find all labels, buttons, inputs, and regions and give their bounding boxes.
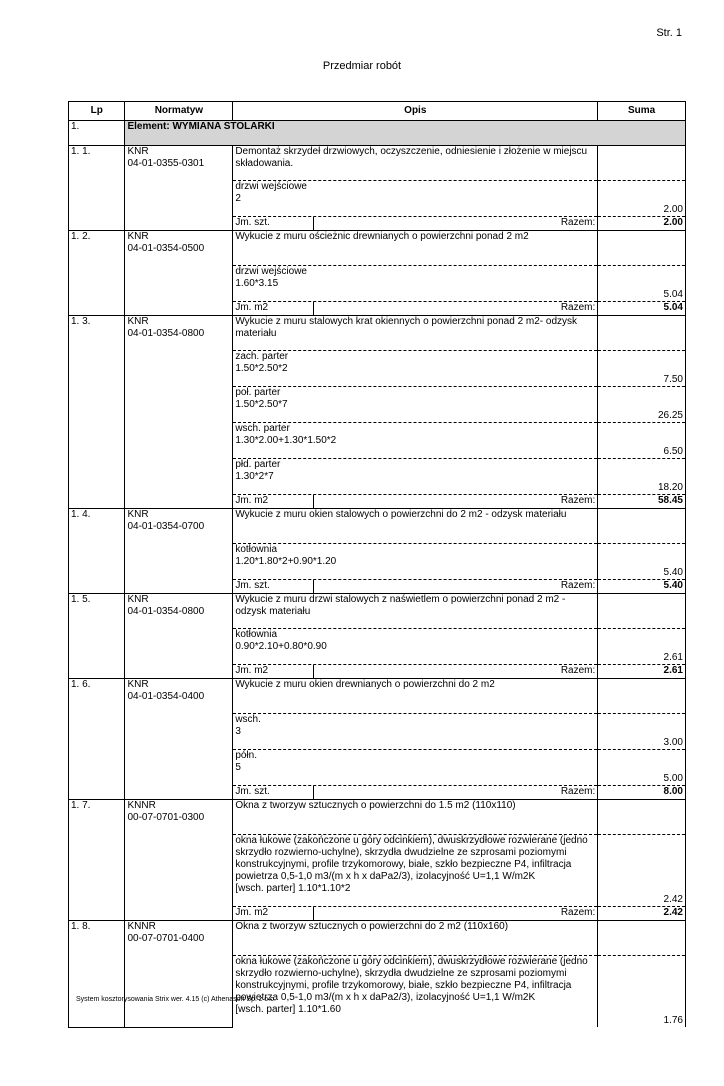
item-normatyw: KNR 04-01-0355-0301 bbox=[125, 146, 233, 231]
measurement-value: 2.42 bbox=[598, 834, 685, 906]
measurement bbox=[233, 713, 597, 749]
measurement bbox=[233, 180, 597, 216]
measurement-label: płd. parter bbox=[235, 459, 281, 470]
item-normatyw: KNR 04-01-0354-0800 bbox=[125, 316, 233, 509]
estimate-item-row bbox=[69, 594, 686, 679]
item-description: Okna z tworzyw sztucznych o powierzchni do 2 m2 (110x160) bbox=[235, 921, 509, 932]
item-suma bbox=[598, 921, 686, 1028]
item-opis bbox=[233, 231, 598, 316]
estimate-item-row bbox=[69, 316, 686, 509]
measurement-formula: 0.90*2.10+0.80*0.90 bbox=[235, 641, 327, 652]
unit-label: Jm. szt. bbox=[233, 786, 314, 799]
section-lp: 1. bbox=[69, 121, 125, 146]
measurement-formula: 2 bbox=[235, 193, 241, 204]
section-row bbox=[69, 121, 686, 146]
item-description-spacer bbox=[598, 316, 685, 350]
estimate-item-row bbox=[69, 921, 686, 1028]
item-description: Wykucie z muru ościeżnic drewnianych o powierzchni ponad 2 m2 bbox=[235, 231, 529, 242]
item-opis bbox=[233, 316, 598, 509]
item-description: Wykucie z muru okien drewnianych o powierzchni do 2 m2 bbox=[235, 679, 495, 690]
razem-row bbox=[233, 664, 597, 678]
footer-text: System kosztorysowania Strix wer. 4.15 (c) Athenasoft Sp. z o.o. bbox=[76, 996, 276, 1003]
unit-label: Jm. m2 bbox=[233, 665, 314, 678]
item-description: Wykucie z muru drzwi stalowych z naświetlem o powierzchni ponad 2 m2 - odzysk materiału bbox=[235, 594, 566, 617]
measurement bbox=[233, 350, 597, 386]
item-opis bbox=[233, 509, 598, 594]
measurement-value: 18.20 bbox=[598, 458, 685, 494]
item-description-spacer bbox=[598, 509, 685, 543]
measurement bbox=[233, 265, 597, 301]
item-suma bbox=[598, 509, 686, 594]
measurement-formula: 3 bbox=[235, 726, 241, 737]
measurement-label: poł. parter bbox=[235, 387, 281, 398]
item-description: Okna z tworzyw sztucznych o powierzchni do 1.5 m2 (110x110) bbox=[235, 800, 516, 811]
item-description-spacer bbox=[598, 146, 685, 180]
razem-label: Razem: bbox=[560, 665, 596, 676]
measurement bbox=[233, 386, 597, 422]
item-total: 5.04 bbox=[598, 301, 685, 315]
table-header-row bbox=[69, 102, 686, 121]
item-total: 58.45 bbox=[598, 494, 685, 508]
item-lp: 1. 1. bbox=[69, 146, 125, 231]
section-label: Element: WYMIANA STOLARKI bbox=[125, 121, 686, 146]
unit-label: Jm. szt. bbox=[233, 217, 314, 230]
item-total: 2.61 bbox=[598, 664, 685, 678]
measurement bbox=[233, 628, 597, 664]
razem-row bbox=[233, 216, 597, 230]
razem-label: Razem: bbox=[560, 580, 596, 591]
item-lp: 1. 8. bbox=[69, 921, 125, 1028]
item-opis bbox=[233, 594, 598, 679]
item-normatyw: KNR 04-01-0354-0800 bbox=[125, 594, 233, 679]
razem-row bbox=[233, 494, 597, 508]
measurement-value: 1.76 bbox=[598, 955, 685, 1027]
measurement-value: 6.50 bbox=[598, 422, 685, 458]
measurement-value: 5.04 bbox=[598, 265, 685, 301]
item-total: 2.42 bbox=[598, 906, 685, 920]
item-suma bbox=[598, 231, 686, 316]
page-number: Str. 1 bbox=[656, 27, 682, 39]
item-description: Wykucie z muru stalowych krat okiennych o powierzchni ponad 2 m2- odzysk materiału bbox=[235, 316, 578, 339]
measurement-formula: 5 bbox=[235, 762, 241, 773]
header-opis: Opis bbox=[233, 102, 598, 121]
measurement-label: wsch. parter bbox=[235, 423, 290, 434]
item-description: Demontaż skrzydeł drzwiowych, oczyszczenie, odniesienie i złożenie w miejscu składowania. bbox=[235, 146, 588, 169]
item-description-spacer bbox=[598, 800, 685, 834]
item-suma bbox=[598, 594, 686, 679]
measurement bbox=[233, 422, 597, 458]
item-suma bbox=[598, 800, 686, 921]
item-lp: 1. 5. bbox=[69, 594, 125, 679]
item-description-spacer bbox=[598, 679, 685, 713]
measurement-formula: 1.50*2.50*2 bbox=[235, 363, 288, 374]
measurement-value: 26.25 bbox=[598, 386, 685, 422]
item-description-spacer bbox=[598, 594, 685, 628]
measurement-value: 2.00 bbox=[598, 180, 685, 216]
item-normatyw: KNR 04-01-0354-0700 bbox=[125, 509, 233, 594]
item-lp: 1. 3. bbox=[69, 316, 125, 509]
header-lp: Lp bbox=[69, 102, 125, 121]
item-total: 8.00 bbox=[598, 785, 685, 799]
measurement-formula: okna łukowe (zakończone u góry odcinkiem), dwuskrzydłowe rozwierane (jedno skrzydło rozwierno-uchylne), skrzydła dwudzielne ze szprosami poziomymi konstrukcyjnymi, profile trzykomorowy, białe, szkło bezpieczne P4, infiltracja powietrza 0,5-1,0 m3/(m x h x daPa2/3), izolacyjność U=1,1 W/m2K [wsch. parter] 1.10*1.10*2 bbox=[235, 835, 588, 894]
measurement-value: 2.61 bbox=[598, 628, 685, 664]
measurement-label: wsch. bbox=[235, 714, 261, 725]
measurement-label: kotłownia bbox=[235, 544, 278, 555]
measurement-formula: 1.30*2*7 bbox=[235, 471, 274, 482]
item-suma bbox=[598, 679, 686, 800]
razem-label: Razem: bbox=[560, 302, 596, 313]
item-total: 2.00 bbox=[598, 216, 685, 230]
item-normatyw: KNNR 00-07-0701-0400 bbox=[125, 921, 233, 1028]
cost-estimate-table bbox=[68, 101, 686, 1028]
item-normatyw: KNNR 00-07-0701-0300 bbox=[125, 800, 233, 921]
measurement-label: kotłownia bbox=[235, 629, 278, 640]
item-normatyw: KNR 04-01-0354-0500 bbox=[125, 231, 233, 316]
item-lp: 1. 7. bbox=[69, 800, 125, 921]
measurement-value: 5.00 bbox=[598, 749, 685, 785]
header-suma: Suma bbox=[598, 102, 686, 121]
measurement bbox=[233, 955, 597, 1027]
item-opis bbox=[233, 146, 598, 231]
estimate-item-row bbox=[69, 679, 686, 800]
razem-label: Razem: bbox=[560, 786, 596, 797]
item-description: Wykucie z muru okien stalowych o powierzchni do 2 m2 - odzysk materiału bbox=[235, 509, 567, 520]
razem-row bbox=[233, 785, 597, 799]
measurement-label: zach. parter bbox=[235, 351, 289, 362]
measurement-label: drzwi wejściowe bbox=[235, 266, 307, 277]
measurement-label: półn. bbox=[235, 750, 257, 761]
item-description-spacer bbox=[598, 921, 685, 955]
razem-label: Razem: bbox=[560, 495, 596, 506]
razem-row bbox=[233, 906, 597, 920]
measurement-value: 3.00 bbox=[598, 713, 685, 749]
item-suma bbox=[598, 316, 686, 509]
estimate-item-row bbox=[69, 231, 686, 316]
item-description-spacer bbox=[598, 231, 685, 265]
razem-label: Razem: bbox=[560, 217, 596, 228]
measurement-formula: okna łukowe (zakończone u góry odcinkiem), dwuskrzydłowe rozwierane (jedno skrzydło rozwierno-uchylne), skrzydła dwudzielne ze szprosami poziomymi konstrukcyjnymi, profile trzykomorowy, białe, szkło bezpieczne P4, infiltracja powietrza 0,5-1,0 m3/(m x h x daPa2/3), izolacyjność U=1,1 W/m2K [wsch. parter] 1.10*1.60 bbox=[235, 956, 588, 1015]
header-normatyw: Normatyw bbox=[125, 102, 233, 121]
estimate-item-row bbox=[69, 800, 686, 921]
unit-label: Jm. m2 bbox=[233, 907, 314, 920]
measurement bbox=[233, 458, 597, 494]
estimate-item-row bbox=[69, 146, 686, 231]
item-opis bbox=[233, 921, 598, 1028]
item-lp: 1. 4. bbox=[69, 509, 125, 594]
measurement bbox=[233, 543, 597, 579]
razem-row bbox=[233, 301, 597, 315]
razem-row bbox=[233, 579, 597, 593]
measurement-formula: 1.20*1.80*2+0.90*1.20 bbox=[235, 556, 337, 567]
item-normatyw: KNR 04-01-0354-0400 bbox=[125, 679, 233, 800]
measurement-formula: 1.50*2.50*7 bbox=[235, 399, 288, 410]
measurement-formula: 1.30*2.00+1.30*1.50*2 bbox=[235, 435, 337, 446]
item-opis bbox=[233, 679, 598, 800]
item-lp: 1. 6. bbox=[69, 679, 125, 800]
razem-label: Razem: bbox=[560, 907, 596, 918]
unit-label: Jm. m2 bbox=[233, 495, 314, 508]
measurement-value: 5.40 bbox=[598, 543, 685, 579]
document-title: Przedmiar robót bbox=[322, 60, 402, 72]
measurement bbox=[233, 834, 597, 906]
measurement-label: drzwi wejściowe bbox=[235, 181, 307, 192]
measurement-value: 7.50 bbox=[598, 350, 685, 386]
item-lp: 1. 2. bbox=[69, 231, 125, 316]
unit-label: Jm. szt. bbox=[233, 580, 314, 593]
measurement-formula: 1.60*3.15 bbox=[235, 278, 279, 289]
item-suma bbox=[598, 146, 686, 231]
measurement bbox=[233, 749, 597, 785]
unit-label: Jm. m2 bbox=[233, 302, 314, 315]
item-opis bbox=[233, 800, 598, 921]
estimate-item-row bbox=[69, 509, 686, 594]
item-total: 5.40 bbox=[598, 579, 685, 593]
